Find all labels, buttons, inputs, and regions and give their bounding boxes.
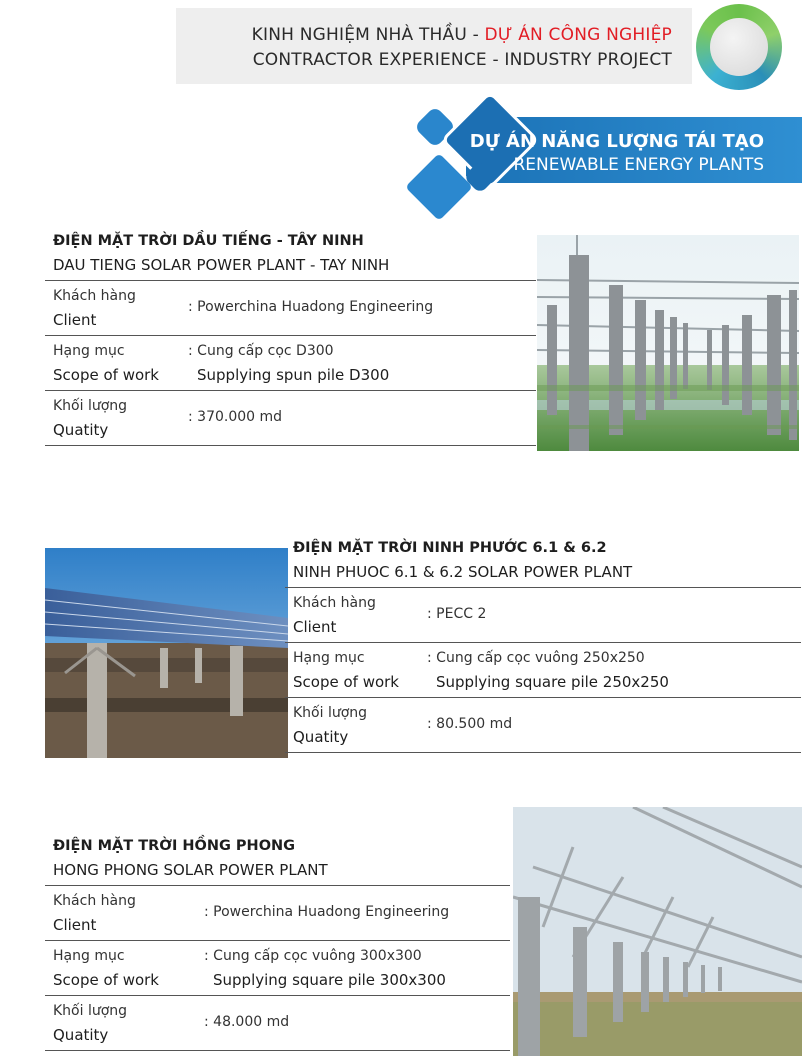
client-label-en: Client (53, 916, 97, 934)
quantity-value: : 80.500 md (427, 716, 513, 732)
section-title-vn: DỰ ÁN NĂNG LƯỢNG TÁI TẠO (469, 131, 764, 152)
project-info-table (45, 280, 536, 446)
quantity-label-vn: Khối lượng (293, 705, 368, 721)
quantity-label-en: Quatity (293, 728, 349, 746)
quantity-label-en: Quatity (53, 1026, 109, 1044)
project-title-en: HONG PHONG SOLAR POWER PLANT (53, 861, 328, 879)
quantity-label-en: Quatity (53, 421, 109, 439)
project-title-vn: ĐIỆN MẶT TRỜI DẦU TIẾNG - TÂY NINH (53, 233, 364, 249)
client-label-en: Client (53, 311, 97, 329)
client-label-vn: Khách hàng (293, 595, 376, 611)
project-title-en: DAU TIENG SOLAR POWER PLANT - TAY NINH (53, 256, 390, 274)
client-label-vn: Khách hàng (53, 893, 136, 909)
project-title-vn: ĐIỆN MẶT TRỜI HỒNG PHONG (53, 838, 296, 854)
client-row (45, 280, 536, 335)
scope-value-vn: : Cung cấp cọc vuông 250x250 (427, 650, 645, 666)
company-logo-ring (696, 4, 782, 90)
scope-value-vn: : Cung cấp cọc vuông 300x300 (204, 948, 422, 964)
quantity-value: : 48.000 md (204, 1014, 290, 1030)
scope-label-en: Scope of work (293, 673, 399, 691)
scope-label-en: Scope of work (53, 366, 159, 384)
project-title-vn: ĐIỆN MẶT TRỜI NINH PHƯỚC 6.1 & 6.2 (293, 540, 607, 556)
client-row (45, 885, 510, 940)
scope-row (285, 642, 801, 697)
scope-value-en: Supplying square pile 250x250 (436, 673, 669, 691)
scope-value-en: Supplying spun pile D300 (197, 366, 390, 384)
client-value: : PECC 2 (427, 606, 487, 622)
header-title-vn (252, 25, 672, 45)
header-title-vn-highlight: DỰ ÁN CÔNG NGHIỆP (484, 25, 672, 45)
quantity-value: : 370.000 md (188, 409, 283, 425)
scope-value-vn: : Cung cấp cọc D300 (188, 343, 334, 359)
scope-label-en: Scope of work (53, 971, 159, 989)
project-info-table (45, 885, 510, 1051)
client-value: : Powerchina Huadong Engineering (188, 299, 434, 315)
client-value: : Powerchina Huadong Engineering (204, 904, 450, 920)
quantity-label-vn: Khối lượng (53, 398, 128, 414)
section-title-en: RENEWABLE ENERGY PLANTS (513, 155, 764, 175)
header-banner (176, 8, 692, 84)
scope-row (45, 940, 510, 995)
scope-value-en: Supplying square pile 300x300 (213, 971, 446, 989)
project-title-en: NINH PHUOC 6.1 & 6.2 SOLAR POWER PLANT (293, 563, 633, 581)
client-label-vn: Khách hàng (53, 288, 136, 304)
client-label-en: Client (293, 618, 337, 636)
project-photo (513, 807, 802, 1056)
project-info-table (285, 587, 801, 753)
quantity-label-vn: Khối lượng (53, 1003, 128, 1019)
scope-row (45, 335, 536, 390)
project-photo (537, 235, 799, 451)
header-title-en: CONTRACTOR EXPERIENCE - INDUSTRY PROJECT (252, 50, 672, 70)
scope-label-vn: Hạng mục (53, 948, 125, 964)
project-photo (45, 548, 288, 758)
scope-label-vn: Hạng mục (53, 343, 125, 359)
quantity-row (45, 390, 536, 446)
header-title-vn-prefix: KINH NGHIỆM NHÀ THẦU - (251, 25, 485, 45)
quantity-row (45, 995, 510, 1051)
scope-label-vn: Hạng mục (293, 650, 365, 666)
quantity-row (285, 697, 801, 753)
client-row (285, 587, 801, 642)
